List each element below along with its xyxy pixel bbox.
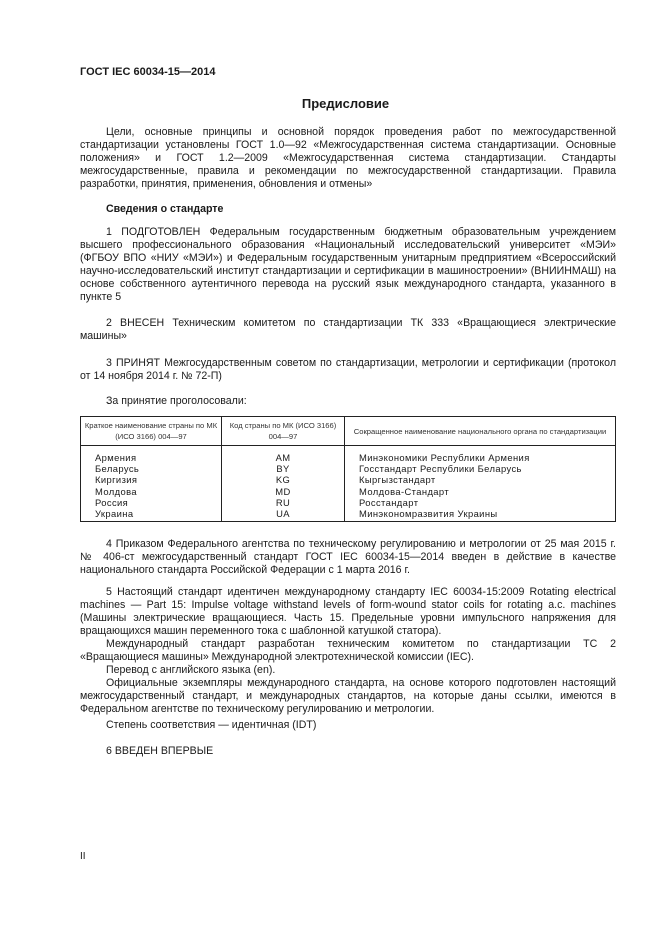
page-number: II — [80, 851, 86, 862]
page-title: Предисловие — [301, 96, 390, 111]
item-6-paragraph: 6 ВВЕДЕН ВПЕРВЫЕ — [106, 745, 214, 757]
column-header-country: Краткое наименование страны по МК (ИСО 3166) 004—97 — [81, 417, 222, 446]
code-cell: RU — [222, 497, 345, 508]
intro-paragraph: Цели, основные принципы и основной порядок проведения работ по межгосударственной стандартизации установлены ГОСТ 1.0—92 «Межгосударственная система стандартизации. Основные положения» и ГОСТ 1.2—2009 «Межгосударственная система стандартизации. Стандарты межгосударственные, правила и рекомендации по межгосударственной стандартизации. Правила разработки, принятия, применения, обновления и отмены» — [80, 126, 616, 190]
item-1-paragraph: 1 ПОДГОТОВЛЕН Федеральным государственным бюджетным образовательным учреждением высшего профессионального образования «Национальный исследовательский университет «МЭИ» (ФГБОУ ВПО «НИУ «МЭИ») и Федеральным государственным унитарным предприятием «Всероссийский научно-исследовательский институт стандартизации и сертификации в машиностроении» (ВНИИНМАШ) на основе собственного аутентичного перевода на русский язык международного стандарта, указанного в пункте 5 — [80, 226, 616, 303]
table-row — [81, 508, 616, 522]
code-cell: KG — [222, 474, 345, 485]
code-cell: AM — [222, 446, 345, 464]
country-cell: Киргизия — [81, 474, 222, 485]
country-cell: Россия — [81, 497, 222, 508]
country-cell: Украина — [81, 508, 222, 522]
country-cell: Армения — [81, 446, 222, 464]
code-cell: UA — [222, 508, 345, 522]
column-header-body: Сокращенное наименование национального органа по стандартизации — [345, 417, 616, 446]
document-id: ГОСТ IEC 60034-15—2014 — [80, 66, 216, 78]
code-cell: MD — [222, 486, 345, 497]
item-5-translation: Перевод с английского языка (en). — [106, 664, 276, 676]
code-cell: BY — [222, 463, 345, 474]
item-3-paragraph: 3 ПРИНЯТ Межгосударственным советом по стандартизации, метрологии и сертификации (протокол от 14 ноября 2014 г. № 72-П) — [80, 357, 616, 382]
table-row — [81, 463, 616, 474]
country-cell: Беларусь — [81, 463, 222, 474]
body-cell: Минэкономики Республики Армения — [345, 446, 616, 464]
body-cell: Росстандарт — [345, 497, 616, 508]
item-4-paragraph: 4 Приказом Федерального агентства по техническому регулированию и метрологии от 25 мая 2015 г. № 406-ст межгосударственный стандарт ГОСТ IEC 60034-15—2014 введен в действие в качестве национального стандарта Российской Федерации с 1 марта 2016 г. — [80, 538, 616, 576]
table-row — [81, 446, 616, 464]
column-header-code: Код страны по МК (ИСО 3166) 004—97 — [222, 417, 345, 446]
voting-table — [80, 416, 616, 522]
table-row — [81, 474, 616, 485]
section-heading: Сведения о стандарте — [106, 203, 224, 215]
body-cell: Госстандарт Республики Беларусь — [345, 463, 616, 474]
voted-label: За принятие проголосовали: — [106, 395, 247, 407]
body-cell: Минэкономразвития Украины — [345, 508, 616, 522]
body-cell: Молдова-Стандарт — [345, 486, 616, 497]
table-row — [81, 486, 616, 497]
table-row — [81, 497, 616, 508]
country-cell: Молдова — [81, 486, 222, 497]
item-5-committee: Международный стандарт разработан техническим комитетом по стандартизации ТС 2 «Вращающиеся машины» Международной электротехнической комиссии (IEC). — [80, 638, 616, 663]
item-5-paragraph: 5 Настоящий стандарт идентичен международному стандарту IEC 60034-15:2009 Rotating electrical machines — Part 15: Impulse voltage withstand levels of form-wound stator coils for rotating a.c. machines (Машины электрические вращающиеся. Часть 15. Предельные уровни импульсного напряжения для вращающихся машин переменного тока с шаблонной катушкой статора). — [80, 586, 616, 637]
body-cell: Кыргызстандарт — [345, 474, 616, 485]
table-header-row — [81, 417, 616, 446]
item-2-paragraph: 2 ВНЕСЕН Техническим комитетом по стандартизации ТК 333 «Вращающиеся электрические машины» — [80, 317, 616, 342]
item-5-copies: Официальные экземпляры международного стандарта, на основе которого подготовлен настоящий межгосударственный стандарт, и международных стандартов, на которые даны ссылки, имеются в Федеральном агентстве по техническому регулированию и метрологии. — [80, 677, 616, 715]
item-5-conformity: Степень соответствия — идентичная (IDT) — [106, 719, 317, 731]
